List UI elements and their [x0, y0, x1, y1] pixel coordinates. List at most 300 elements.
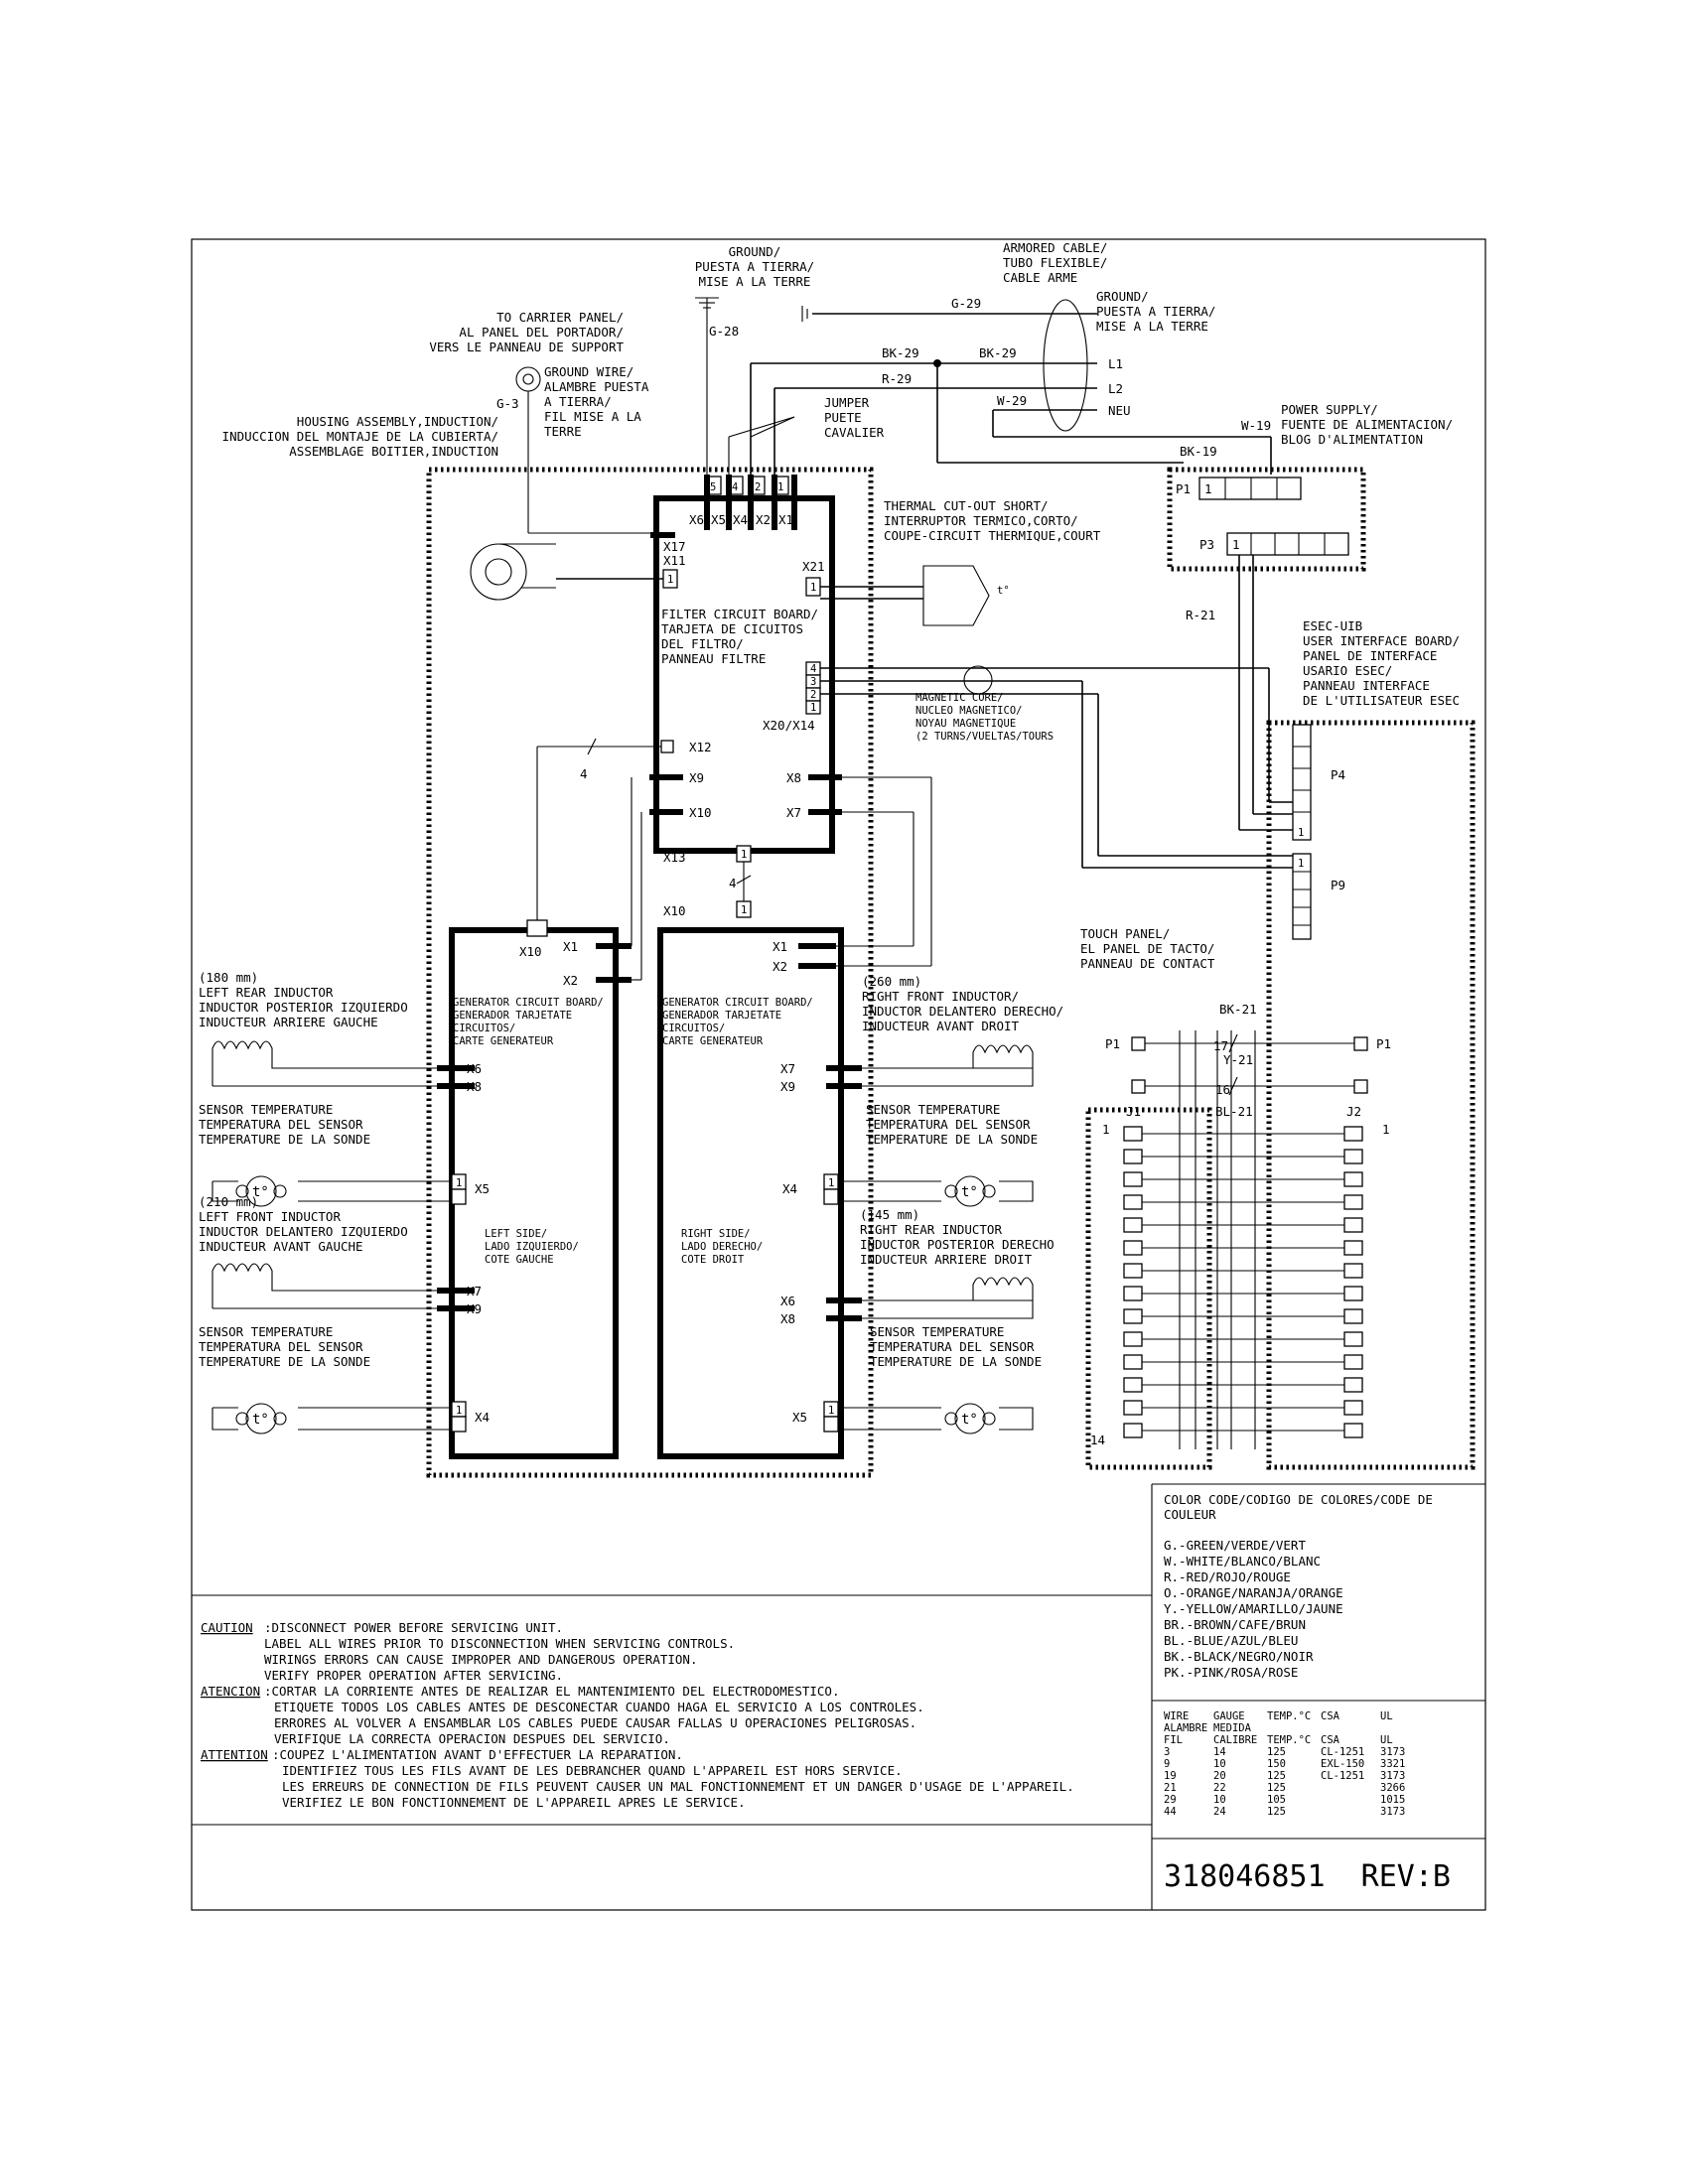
svg-text:RIGHT FRONT INDUCTOR/: RIGHT FRONT INDUCTOR/: [862, 989, 1020, 1004]
svg-text:A TIERRA/: A TIERRA/: [544, 394, 612, 409]
j2-pin: [1344, 1401, 1362, 1415]
wire-table-cell: 10: [1213, 1794, 1226, 1806]
conn-right-x10: X10: [663, 903, 686, 918]
conn-x21: X21: [802, 559, 825, 574]
conn-x5: X5: [711, 512, 727, 527]
j2-pin: [1344, 1127, 1362, 1141]
svg-text:COUPE-CIRCUIT THERMIQUE,COURT: COUPE-CIRCUIT THERMIQUE,COURT: [884, 528, 1101, 543]
svg-text:LEFT REAR INDUCTOR: LEFT REAR INDUCTOR: [199, 985, 334, 1000]
ground-wire-label: [544, 364, 649, 439]
svg-text:NUCLEO MAGNETICO/: NUCLEO MAGNETICO/: [915, 705, 1023, 717]
touch-j2-pin1: 1: [1382, 1122, 1390, 1137]
svg-text:(260 mm): (260 mm): [862, 974, 922, 989]
jumper-link-2: [751, 417, 794, 437]
pin-right-x5-2: [824, 1417, 838, 1432]
svg-text:CABLE ARME: CABLE ARME: [1003, 270, 1078, 285]
svg-text:BK.-BLACK/NEGRO/NOIR: BK.-BLACK/NEGRO/NOIR: [1164, 1649, 1314, 1664]
svg-text:COULEUR: COULEUR: [1164, 1507, 1216, 1522]
touch-j1-label: J1: [1126, 1104, 1142, 1119]
svg-text:LADO DERECHO/: LADO DERECHO/: [681, 1241, 764, 1253]
j1-pin: [1124, 1150, 1142, 1163]
svg-text:LEFT FRONT INDUCTOR: LEFT FRONT INDUCTOR: [199, 1209, 341, 1224]
svg-text:t°: t°: [961, 1412, 978, 1428]
wire-table-cell: 22: [1213, 1782, 1226, 1794]
wl-r21: R-21: [1186, 608, 1216, 622]
wl-bl21: BL-21: [1215, 1104, 1253, 1119]
svg-text::DISCONNECT POWER BEFORE SERVI: :DISCONNECT POWER BEFORE SERVICING UNIT.: [264, 1620, 564, 1635]
wire-table-cell: 125: [1267, 1746, 1286, 1758]
wl-r29: R-29: [882, 371, 913, 386]
j1-pin: [1124, 1378, 1142, 1392]
left-front-sensor: [212, 1404, 452, 1433]
svg-text:ERRORES AL VOLVER A ENSAMBLAR: ERRORES AL VOLVER A ENSAMBLAR LOS CABLES PUEDE CAUSAR FALLAS U OPERACIONES PELIGROSAS.: [274, 1715, 917, 1730]
svg-text:BLOG D'ALIMENTATION: BLOG D'ALIMENTATION: [1281, 432, 1423, 447]
svg-text:GENERATOR CIRCUIT BOARD/: GENERATOR CIRCUIT BOARD/: [662, 997, 813, 1009]
svg-text:ATENCION: ATENCION: [201, 1684, 261, 1699]
svg-text:SENSOR TEMPERATURE: SENSOR TEMPERATURE: [866, 1102, 1001, 1117]
wl-l1: L1: [1108, 356, 1124, 371]
j1-pin: [1124, 1401, 1142, 1415]
svg-text::CORTAR LA CORRIENTE ANTES DE: :CORTAR LA CORRIENTE ANTES DE REALIZAR EL MANTENIMIENTO DEL ELECTRODOMESTICO.: [264, 1684, 840, 1699]
magnetic-core: [964, 666, 992, 694]
svg-text:PUETE: PUETE: [824, 410, 862, 425]
svg-text:(145 mm): (145 mm): [860, 1207, 920, 1222]
conn-left-x7: X7: [467, 1284, 483, 1298]
svg-text:PANNEAU INTERFACE: PANNEAU INTERFACE: [1303, 678, 1430, 693]
svg-text:O.-ORANGE/NARANJA/ORANGE: O.-ORANGE/NARANJA/ORANGE: [1164, 1585, 1343, 1600]
svg-text:INDUCTEUR ARRIERE GAUCHE: INDUCTEUR ARRIERE GAUCHE: [199, 1015, 378, 1029]
j1-pin: [1124, 1332, 1142, 1346]
svg-text:TEMPERATURE DE LA SONDE: TEMPERATURE DE LA SONDE: [199, 1132, 371, 1147]
svg-text:BL.-BLUE/AZUL/BLEU: BL.-BLUE/AZUL/BLEU: [1164, 1633, 1299, 1648]
svg-text:PUESTA A TIERRA/: PUESTA A TIERRA/: [1096, 304, 1216, 319]
top-pin-2: 2: [755, 481, 762, 493]
j1-pin: [1124, 1309, 1142, 1323]
conn-right-x8: X8: [780, 1311, 796, 1326]
right-rear-sensor: [838, 1404, 1033, 1433]
svg-text:GENERADOR TARJETATE: GENERADOR TARJETATE: [662, 1010, 782, 1022]
touch-j1-pin14: 14: [1090, 1433, 1106, 1447]
svg-text:TUBO FLEXIBLE/: TUBO FLEXIBLE/: [1003, 255, 1108, 270]
svg-text:ASSEMBLAGE BOITIER,INDUCTION: ASSEMBLAGE BOITIER,INDUCTION: [289, 444, 498, 459]
fan-housing: [471, 544, 526, 600]
jumper-link-1: [729, 417, 794, 437]
p9-pin-one: 1: [1298, 858, 1305, 870]
wire-table-cell: CL-1251: [1321, 1746, 1365, 1758]
svg-text:JUMPER: JUMPER: [824, 395, 870, 410]
svg-text:SENSOR TEMPERATURE: SENSOR TEMPERATURE: [199, 1102, 334, 1117]
p3-label: P3: [1199, 537, 1215, 552]
housing-assembly-label: [222, 414, 498, 459]
conn-x8: X8: [786, 770, 802, 785]
conn-x12: X12: [689, 740, 712, 754]
ground-right-label: [1096, 289, 1215, 334]
carrier-ground-terminal-inner: [523, 374, 533, 384]
conn-right-x6: X6: [780, 1294, 796, 1308]
conn-right-x4: X4: [782, 1181, 798, 1196]
svg-text:TEMPERATURA DEL SENSOR: TEMPERATURA DEL SENSOR: [866, 1117, 1031, 1132]
svg-text:INDUCTEUR AVANT GAUCHE: INDUCTEUR AVANT GAUCHE: [199, 1239, 363, 1254]
conn-x6: X6: [689, 512, 705, 527]
pin-right-x4-2: [824, 1189, 838, 1204]
pin-right-x4-label: 1: [828, 1177, 835, 1189]
pin-left-x5-2: [452, 1189, 466, 1204]
svg-text:USER INTERFACE BOARD/: USER INTERFACE BOARD/: [1303, 633, 1461, 648]
svg-text:INDUCCION DEL MONTAJE DE LA CU: INDUCCION DEL MONTAJE DE LA CUBIERTA/: [221, 429, 498, 444]
svg-text:TEMPERATURA DEL SENSOR: TEMPERATURA DEL SENSOR: [870, 1339, 1035, 1354]
j2-pin: [1344, 1355, 1362, 1369]
conn-x13: X13: [663, 850, 686, 865]
wl-bk29a: BK-29: [882, 345, 919, 360]
j1-pin: [1124, 1287, 1142, 1300]
touch-p1-right: [1354, 1037, 1367, 1050]
svg-text:TEMPERATURE DE LA SONDE: TEMPERATURE DE LA SONDE: [870, 1354, 1043, 1369]
wire-table-cell: ALAMBRE: [1164, 1722, 1208, 1734]
j2-pin: [1344, 1287, 1362, 1300]
conn-right-x1: X1: [773, 939, 788, 954]
right-front-sensor: [838, 1176, 1033, 1206]
j2-pin: [1344, 1195, 1362, 1209]
ground-top-label: [695, 244, 814, 289]
left-rear-sensor-label: [199, 1102, 370, 1147]
pin-left-x4-2: [452, 1417, 466, 1432]
pin-x20-2-label: 2: [810, 689, 817, 701]
svg-text:GENERADOR TARJETATE: GENERADOR TARJETATE: [453, 1010, 573, 1022]
carrier-ground-terminal: [516, 367, 540, 391]
magnetic-core-label: [915, 692, 1054, 743]
svg-text:SENSOR TEMPERATURE: SENSOR TEMPERATURE: [199, 1324, 334, 1339]
j2-pin: [1344, 1218, 1362, 1232]
svg-text:INDUCTOR POSTERIOR IZQUIERDO: INDUCTOR POSTERIOR IZQUIERDO: [199, 1000, 408, 1015]
wl-neu: NEU: [1108, 403, 1131, 418]
svg-text:Y.-YELLOW/AMARILLO/JAUNE: Y.-YELLOW/AMARILLO/JAUNE: [1164, 1601, 1343, 1616]
p1-pin-one: 1: [1204, 481, 1212, 496]
left-front-sensor-label: [199, 1324, 370, 1369]
svg-text:ARMORED CABLE/: ARMORED CABLE/: [1003, 240, 1108, 255]
svg-text:t°: t°: [961, 1184, 978, 1200]
wire-table-cell: CALIBRE: [1213, 1734, 1258, 1746]
conn-left-x8: X8: [467, 1079, 483, 1094]
conn-x1: X1: [778, 512, 794, 527]
j2-pin: [1344, 1309, 1362, 1323]
conn-x2: X2: [756, 512, 772, 527]
left-rear-inductor-label: [199, 970, 408, 1029]
svg-text:W.-WHITE/BLANCO/BLANC: W.-WHITE/BLANCO/BLANC: [1164, 1554, 1322, 1569]
svg-text:DEL FILTRO/: DEL FILTRO/: [661, 636, 744, 651]
wl-l2: L2: [1108, 381, 1124, 396]
svg-text:CARTE GENERATEUR: CARTE GENERATEUR: [662, 1035, 764, 1047]
conn-left-x5: X5: [475, 1181, 491, 1196]
pin-x20-1-label: 1: [810, 702, 817, 714]
conn-left-x10: X10: [519, 944, 542, 959]
svg-text:NOYAU MAGNETIQUE: NOYAU MAGNETIQUE: [915, 718, 1017, 730]
wire-table-cell: CSA: [1321, 1710, 1339, 1722]
wire-table-cell: 21: [1164, 1782, 1177, 1794]
power-supply-label: [1281, 402, 1453, 447]
p3-block: [1227, 533, 1348, 555]
svg-text:INDUCTEUR ARRIERE DROIT: INDUCTEUR ARRIERE DROIT: [860, 1252, 1033, 1267]
armored-cable-sleeve: [1044, 300, 1087, 431]
conn-x4: X4: [733, 512, 749, 527]
svg-text:LES ERREURS DE CONNECTION DE F: LES ERREURS DE CONNECTION DE FILS PEUVENT CAUSER UN MAL FONCTIONNEMENT ET UN DANGER D'USAGE DE L'APPAREIL.: [282, 1779, 1074, 1794]
touch-p1-right-label: P1: [1376, 1036, 1392, 1051]
pin-left-x10: [527, 920, 547, 936]
svg-text:AL PANEL DEL PORTADOR/: AL PANEL DEL PORTADOR/: [459, 325, 624, 340]
wire-table-cell: 3321: [1380, 1758, 1406, 1770]
conn-x17: X17: [663, 539, 686, 554]
svg-text:FUENTE DE ALIMENTACION/: FUENTE DE ALIMENTACION/: [1281, 417, 1454, 432]
svg-text:HOUSING ASSEMBLY,INDUCTION/: HOUSING ASSEMBLY,INDUCTION/: [296, 414, 498, 429]
svg-text:GROUND/: GROUND/: [728, 244, 781, 259]
wire-table-cell: 24: [1213, 1806, 1226, 1818]
j1-pin: [1124, 1172, 1142, 1186]
svg-text:ATTENTION: ATTENTION: [201, 1747, 268, 1762]
touch-p1-left-label: P1: [1105, 1036, 1121, 1051]
svg-text:RIGHT SIDE/: RIGHT SIDE/: [681, 1228, 751, 1240]
svg-text:FILTER CIRCUIT BOARD/: FILTER CIRCUIT BOARD/: [661, 607, 819, 621]
svg-text:USARIO ESEC/: USARIO ESEC/: [1303, 663, 1393, 678]
j2-pin: [1344, 1332, 1362, 1346]
svg-text:CIRCUITOS/: CIRCUITOS/: [453, 1023, 516, 1034]
svg-text:INTERRUPTOR TERMICO,CORTO/: INTERRUPTOR TERMICO,CORTO/: [884, 513, 1078, 528]
j2-pin: [1344, 1241, 1362, 1255]
conn-x9: X9: [689, 770, 705, 785]
part-number: 318046851 REV:B: [1164, 1859, 1451, 1894]
svg-text:ALAMBRE PUESTA: ALAMBRE PUESTA: [544, 379, 649, 394]
wire-table-cell: FIL: [1164, 1734, 1183, 1746]
wl-g28: G-28: [709, 324, 740, 339]
wire-table-cell: TEMP.°C: [1267, 1734, 1312, 1746]
esec-board-label: [1303, 618, 1460, 708]
svg-text:VERIFIEZ LE BON FONCTIONNEMENT: VERIFIEZ LE BON FONCTIONNEMENT DE L'APPAREIL APRES LE SERVICE.: [282, 1795, 746, 1810]
wire-table-cell: 1015: [1380, 1794, 1406, 1806]
touch-p2-right: [1354, 1080, 1367, 1093]
wl-g3: G-3: [496, 396, 519, 411]
wire-table-cell: 150: [1267, 1758, 1286, 1770]
right-front-inductor-coil: [862, 1045, 1033, 1086]
wire-table-cell: 3173: [1380, 1806, 1406, 1818]
wire-table-cell: 3173: [1380, 1770, 1406, 1782]
svg-text:PANNEAU FILTRE: PANNEAU FILTRE: [661, 651, 767, 666]
wl-w29: W-29: [997, 393, 1028, 408]
wire-table-cell: 10: [1213, 1758, 1226, 1770]
j1-pin: [1124, 1218, 1142, 1232]
svg-text:COTE GAUCHE: COTE GAUCHE: [485, 1254, 554, 1266]
wire-table-cell: UL: [1380, 1710, 1393, 1722]
svg-text:TARJETA DE CICUITOS: TARJETA DE CICUITOS: [661, 621, 803, 636]
wire-gauge-table: [1164, 1710, 1405, 1818]
j1-pin: [1124, 1264, 1142, 1278]
wl-17: 17: [1213, 1038, 1229, 1053]
pin-left-x4-label: 1: [456, 1405, 463, 1417]
conn-right-x2: X2: [773, 959, 788, 974]
conn-left-x1: X1: [563, 939, 579, 954]
wire-table-cell: 3266: [1380, 1782, 1406, 1794]
j2-pin: [1344, 1424, 1362, 1437]
pin-x20-3-label: 3: [810, 676, 817, 688]
p4-block: [1293, 725, 1311, 840]
svg-text:MISE A LA TERRE: MISE A LA TERRE: [1096, 319, 1208, 334]
svg-text::COUPEZ L'ALIMENTATION AVANT D: :COUPEZ L'ALIMENTATION AVANT D'EFFECTUER LA REPARATION.: [272, 1747, 683, 1762]
conn-right-x5: X5: [792, 1410, 808, 1425]
touch-panel-label: [1080, 926, 1215, 971]
p3-pin-one: 1: [1232, 537, 1240, 552]
pin-x21-label: 1: [810, 582, 817, 594]
wl-bk29b: BK-29: [979, 345, 1017, 360]
svg-text:(180 mm): (180 mm): [199, 970, 259, 985]
j2-pin: [1344, 1264, 1362, 1278]
conn-x10: X10: [689, 805, 712, 820]
wire-table-cell: 44: [1164, 1806, 1177, 1818]
pin-x12: [661, 741, 673, 752]
thermal-cutout-shape: [923, 566, 989, 625]
svg-text:GENERATOR CIRCUIT BOARD/: GENERATOR CIRCUIT BOARD/: [453, 997, 604, 1009]
touch-j2-label: J2: [1346, 1104, 1362, 1119]
touch-p2-left: [1132, 1080, 1145, 1093]
svg-text:INDUCTEUR AVANT DROIT: INDUCTEUR AVANT DROIT: [862, 1019, 1020, 1033]
svg-text:LABEL ALL WIRES PRIOR TO DISCO: LABEL ALL WIRES PRIOR TO DISCONNECTION WHEN SERVICING CONTROLS.: [264, 1636, 736, 1651]
p9-label: P9: [1331, 878, 1346, 892]
wire-table-cell: 125: [1267, 1782, 1286, 1794]
wire-table-cell: 105: [1267, 1794, 1286, 1806]
svg-text:THERMAL CUT-OUT SHORT/: THERMAL CUT-OUT SHORT/: [884, 498, 1049, 513]
j1-pin: [1124, 1127, 1142, 1141]
wire-table-cell: 9: [1164, 1758, 1171, 1770]
wl-4b: 4: [729, 876, 737, 890]
wire-table-cell: 125: [1267, 1770, 1286, 1782]
conn-right-x9: X9: [780, 1079, 796, 1094]
svg-text:EL PANEL DE TACTO/: EL PANEL DE TACTO/: [1080, 941, 1215, 956]
top-pin-5: 5: [710, 481, 717, 493]
wire-table-cell: 125: [1267, 1806, 1286, 1818]
svg-text:CARTE GENERATEUR: CARTE GENERATEUR: [453, 1035, 554, 1047]
j1-pin: [1124, 1424, 1142, 1437]
touch-p1-left: [1132, 1037, 1145, 1050]
svg-text:VERIFIQUE LA CORRECTA OPERACIO: VERIFIQUE LA CORRECTA OPERACION DESPUES DEL SERVICIO.: [274, 1731, 670, 1746]
svg-text:FIL MISE A LA: FIL MISE A LA: [544, 409, 641, 424]
svg-text:BR.-BROWN/CAFE/BRUN: BR.-BROWN/CAFE/BRUN: [1164, 1617, 1306, 1632]
svg-text:(210 mm): (210 mm): [199, 1194, 259, 1209]
svg-text:COTE DROIT: COTE DROIT: [681, 1254, 745, 1266]
svg-text:PANEL DE INTERFACE: PANEL DE INTERFACE: [1303, 648, 1438, 663]
j2-pin: [1344, 1172, 1362, 1186]
wl-g29: G-29: [951, 296, 982, 311]
svg-text:t°: t°: [252, 1412, 269, 1428]
svg-text:INDUCTOR POSTERIOR DERECHO: INDUCTOR POSTERIOR DERECHO: [860, 1237, 1055, 1252]
svg-text:CAUTION: CAUTION: [201, 1620, 253, 1635]
p1-label: P1: [1176, 481, 1192, 496]
touch-j1-pin1: 1: [1102, 1122, 1110, 1137]
svg-text:INDUCTOR DELANTERO DERECHO/: INDUCTOR DELANTERO DERECHO/: [862, 1004, 1064, 1019]
wire-table-cell: CL-1251: [1321, 1770, 1365, 1782]
svg-text:TO CARRIER PANEL/: TO CARRIER PANEL/: [496, 310, 624, 325]
svg-text:IDENTIFIEZ TOUS LES FILS AVANT: IDENTIFIEZ TOUS LES FILS AVANT DE LES DEBRANCHER QUAND L'APPAREIL EST HORS SERVICE.: [282, 1763, 903, 1778]
jumper-label: [824, 395, 885, 440]
wire-table-cell: WIRE: [1164, 1710, 1190, 1722]
svg-text:G.-GREEN/VERDE/VERT: G.-GREEN/VERDE/VERT: [1164, 1538, 1306, 1553]
conn-left-x9: X9: [467, 1301, 483, 1316]
svg-text:PANNEAU DE CONTACT: PANNEAU DE CONTACT: [1080, 956, 1215, 971]
svg-text:RIGHT REAR INDUCTOR: RIGHT REAR INDUCTOR: [860, 1222, 1002, 1237]
caution-notes: [201, 1620, 1074, 1810]
wire-table-cell: UL: [1380, 1734, 1393, 1746]
wire-table-cell: 20: [1213, 1770, 1226, 1782]
pin-x20-4-label: 4: [810, 663, 817, 675]
svg-text:TEMPERATURA DEL SENSOR: TEMPERATURA DEL SENSOR: [199, 1117, 363, 1132]
j2-pin: [1344, 1150, 1362, 1163]
left-front-inductor-label: [199, 1194, 408, 1254]
wl-16: 16: [1215, 1082, 1231, 1097]
svg-text:CAVALIER: CAVALIER: [824, 425, 885, 440]
wl-bk21: BK-21: [1219, 1002, 1257, 1017]
svg-text:LEFT SIDE/: LEFT SIDE/: [485, 1228, 548, 1240]
svg-text:(2 TURNS/VUELTAS/TOURS: (2 TURNS/VUELTAS/TOURS: [915, 731, 1055, 743]
conn-left-x4: X4: [475, 1410, 491, 1425]
wl-bk19: BK-19: [1180, 444, 1217, 459]
conn-right-x7: X7: [780, 1061, 796, 1076]
svg-text:SENSOR TEMPERATURE: SENSOR TEMPERATURE: [870, 1324, 1005, 1339]
svg-text:PUESTA A TIERRA/: PUESTA A TIERRA/: [694, 259, 815, 274]
svg-text:TOUCH PANEL/: TOUCH PANEL/: [1080, 926, 1171, 941]
svg-text:PK.-PINK/ROSA/ROSE: PK.-PINK/ROSA/ROSE: [1164, 1665, 1299, 1680]
svg-text:t°: t°: [252, 1184, 269, 1200]
wl-y21: Y-21: [1223, 1052, 1254, 1067]
wire-table-cell: EXL-150: [1321, 1758, 1365, 1770]
wire-table-cell: 3173: [1380, 1746, 1406, 1758]
j2-pin: [1344, 1378, 1362, 1392]
svg-text:DE L'UTILISATEUR ESEC: DE L'UTILISATEUR ESEC: [1303, 693, 1461, 708]
svg-text:R.-RED/ROJO/ROUGE: R.-RED/ROJO/ROUGE: [1164, 1570, 1291, 1584]
svg-text:VERS LE PANNEAU DE SUPPORT: VERS LE PANNEAU DE SUPPORT: [429, 340, 624, 354]
left-rear-inductor-coil: [212, 1041, 437, 1086]
right-rear-inductor-label: [860, 1207, 1055, 1267]
svg-text:WIRINGS ERRORS CAN CAUSE IMPRO: WIRINGS ERRORS CAN CAUSE IMPROPER AND DANGEROUS OPERATION.: [264, 1652, 698, 1667]
svg-text:TERRE: TERRE: [544, 424, 582, 439]
wl-w19: W-19: [1241, 418, 1272, 433]
svg-text:GROUND/: GROUND/: [1096, 289, 1149, 304]
svg-text:INDUCTOR DELANTERO IZQUIERDO: INDUCTOR DELANTERO IZQUIERDO: [199, 1224, 408, 1239]
svg-text:VERIFY PROPER OPERATION AFTER: VERIFY PROPER OPERATION AFTER SERVICING.: [264, 1668, 564, 1683]
top-pin-1: 1: [777, 481, 784, 493]
svg-text:POWER SUPPLY/: POWER SUPPLY/: [1281, 402, 1378, 417]
conn-left-x6: X6: [467, 1061, 483, 1076]
svg-text:COLOR CODE/CODIGO DE COLORES/C: COLOR CODE/CODIGO DE COLORES/CODE DE: [1164, 1492, 1433, 1507]
carrier-panel-label: [429, 310, 624, 354]
wire-table-cell: 3: [1164, 1746, 1171, 1758]
thermal-cutout-label: [884, 498, 1101, 543]
svg-text:MAGNETIC CORE/: MAGNETIC CORE/: [915, 692, 1004, 704]
pin-x11-label: 1: [667, 574, 674, 586]
conn-left-x2: X2: [563, 973, 579, 988]
conn-x20x14: X20/X14: [763, 718, 815, 733]
wire-table-cell: TEMP.°C: [1267, 1710, 1312, 1722]
p1-block: [1199, 478, 1301, 499]
armored-cable-label: [1003, 240, 1107, 285]
p4-label: P4: [1331, 767, 1346, 782]
pin-left-x5-label: 1: [456, 1177, 463, 1189]
svg-text:ETIQUETE TODOS LOS CABLES ANTE: ETIQUETE TODOS LOS CABLES ANTES DE DESCONECTAR CUANDO HAGA EL SERVICIO A LOS CONTROLES.: [274, 1700, 924, 1714]
conn-x7: X7: [786, 805, 802, 820]
svg-text:LADO IZQUIERDO/: LADO IZQUIERDO/: [485, 1241, 579, 1253]
pin-right-x5-label: 1: [828, 1405, 835, 1417]
color-code-legend: [1164, 1492, 1433, 1680]
right-front-inductor-label: [862, 974, 1063, 1033]
thermal-t-symbol: t°: [997, 585, 1010, 597]
wl-4a: 4: [580, 766, 588, 781]
touch-panel-j1-boundary: [1088, 1110, 1209, 1467]
pin-right-x10-label: 1: [741, 904, 748, 916]
svg-text:MISE A LA TERRE: MISE A LA TERRE: [698, 274, 811, 289]
